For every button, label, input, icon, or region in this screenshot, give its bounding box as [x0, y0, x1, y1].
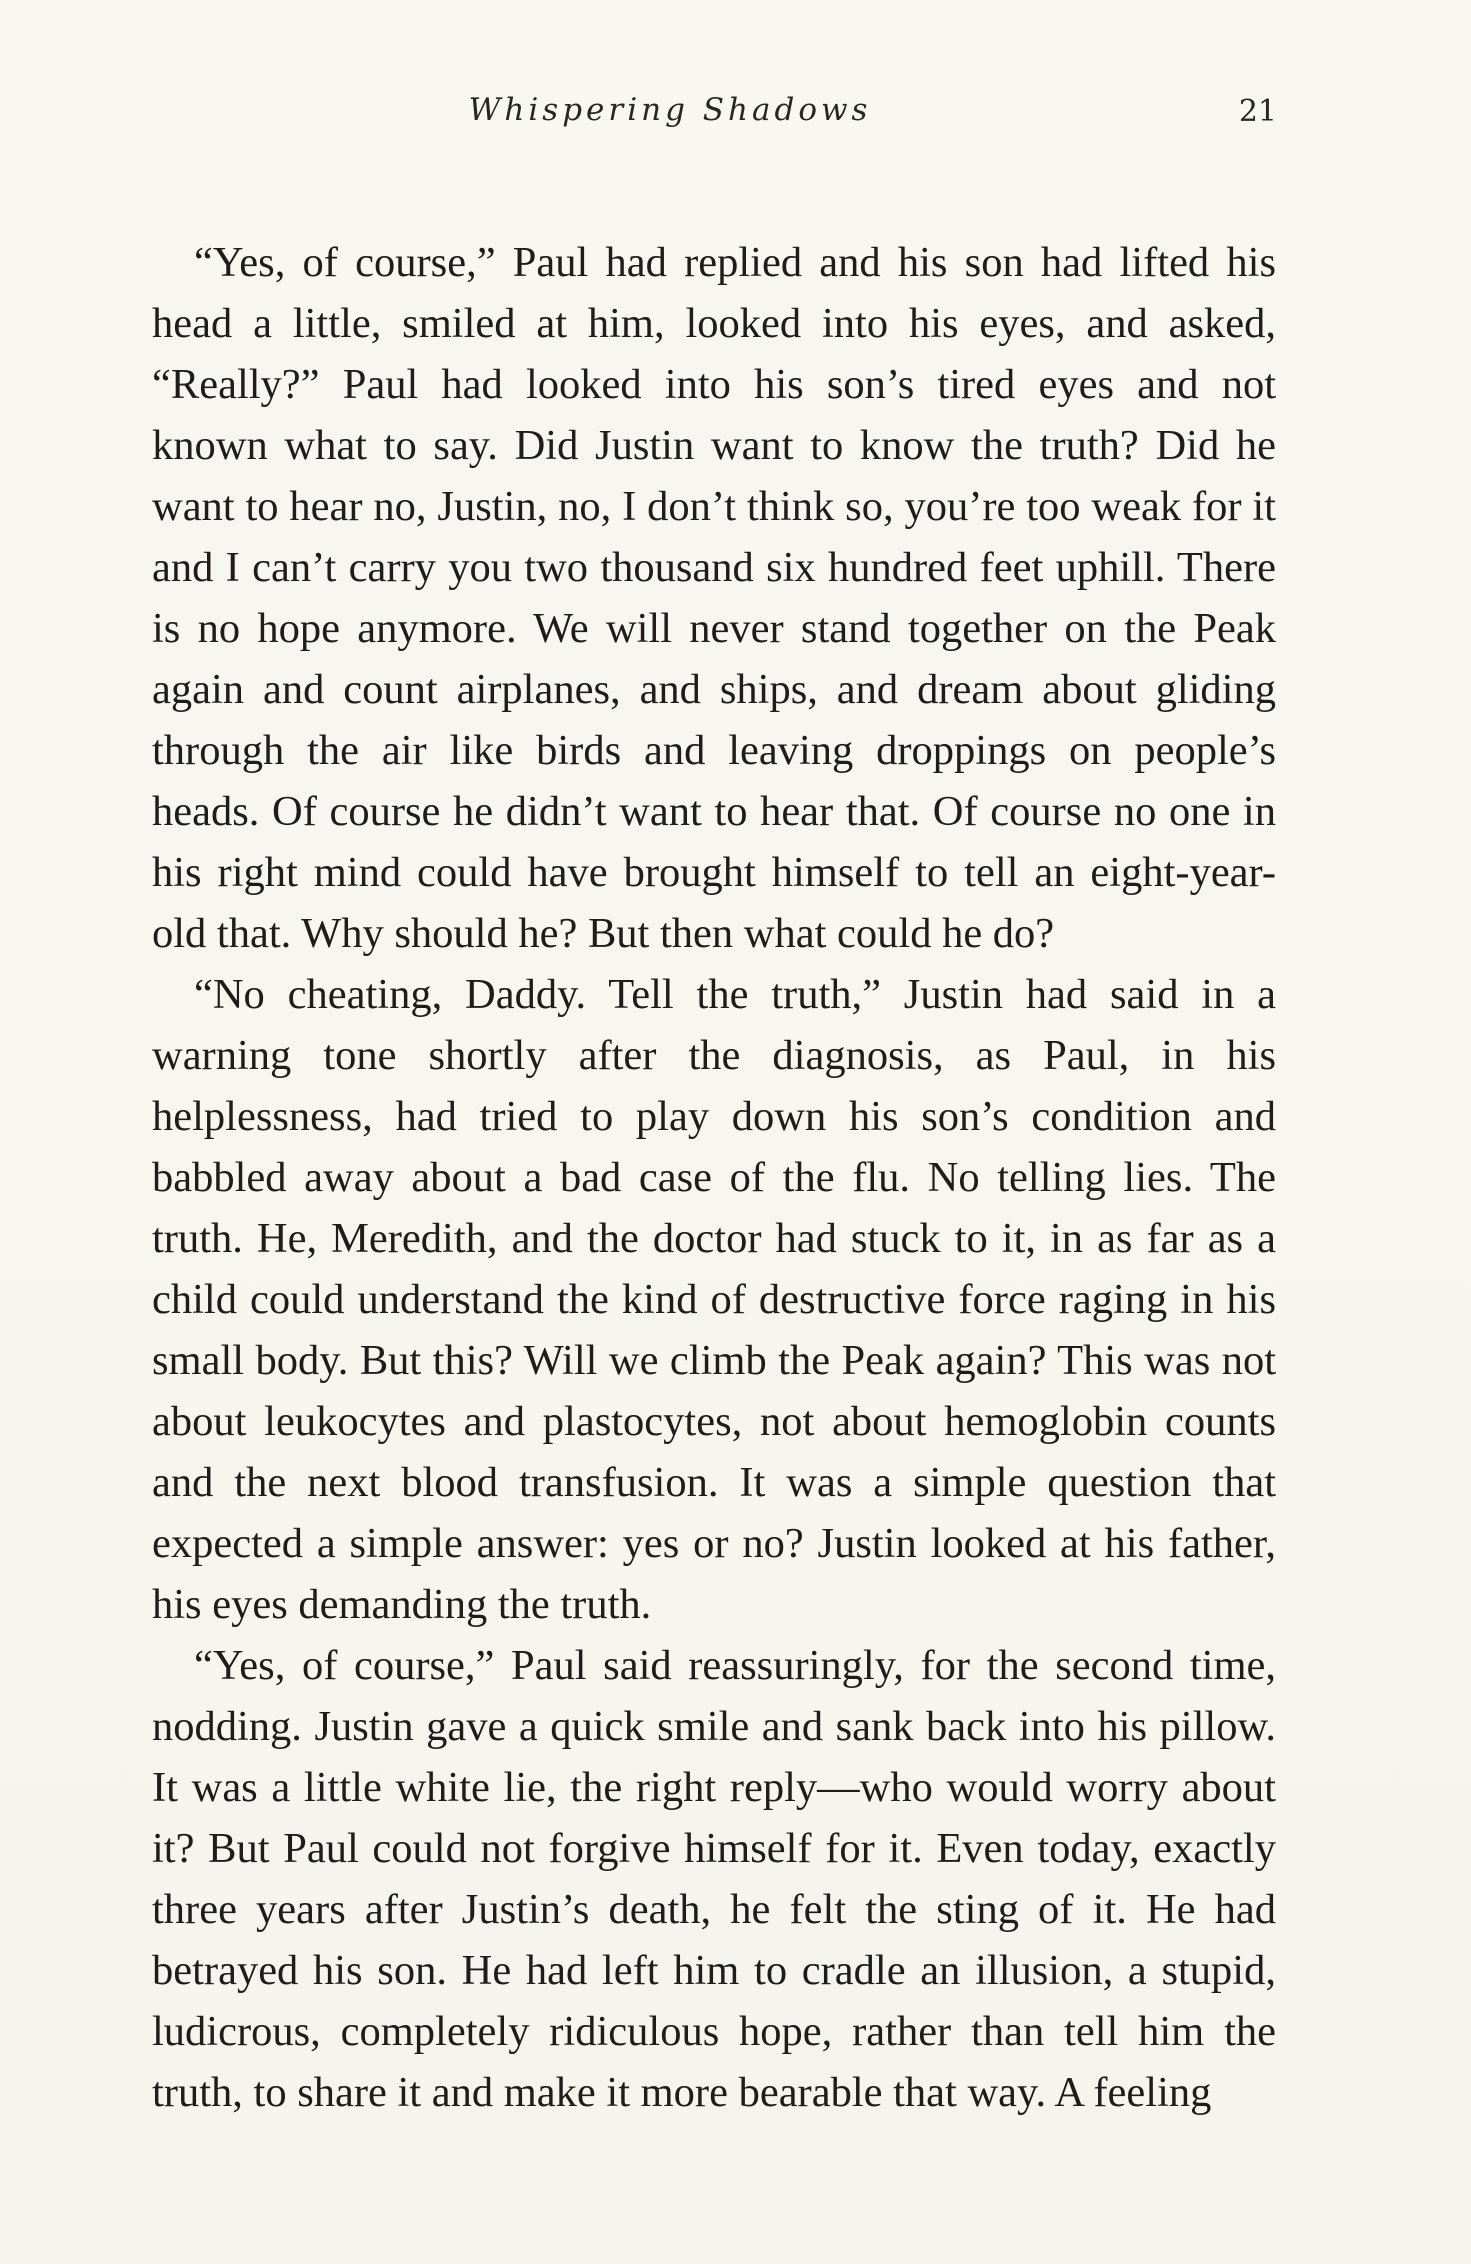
body-text [152, 232, 1276, 2123]
page-number: 21 [1238, 94, 1277, 129]
paragraph-2: “No cheating, Daddy. Tell the truth,” Justin had said in a warning tone shortly after the diagnosis, as Paul, in his helplessness, had tried to play down his son’s condition and babbled away about a bad case of the flu. No telling lies. The truth. He, Meredith, and the doctor had stuck to it, in as far as a child could understand the kind of destructive force raging in his small body. But this? Will we climb the Peak again? This was not about leukocytes and plastocytes, not about hemoglobin counts and the next blood transfusion. It was a simple question that expected a simple answer: yes or no? Justin looked at his father, his eyes demanding the truth. [152, 971, 1276, 1628]
paragraph-1: “Yes, of course,” Paul had replied and his son had lifted his head a little, smiled at him, looked into his eyes, and asked, “Really?” Paul had looked into his son’s tired eyes and not known what to say. Did Justin want to know the truth? Did he want to hear no, Justin, no, I don’t think so, you’re too weak for it and I can’t carry you two thousand six hundred feet uphill. There is no hope anymore. We will never stand together on the Peak again and count airplanes, and ships, and dream about gliding through the air like birds and leaving droppings on people’s heads. Of course he didn’t want to hear that. Of course no one in his right mind could have brought himself to tell an eight-year-old that. Why should he? But then what could he do? [152, 239, 1276, 957]
running-head [150, 92, 1277, 142]
paragraph-3: “Yes, of course,” Paul said reassuringly, for the second time, nodding. Justin gave a quick smile and sank back into his pillow. It was a little white lie, the right reply—who would worry about it? But Paul could not forgive himself for it. Even today, exactly three years after Justin’s death, he felt the sting of it. He had betrayed his son. He had left him to cradle an illusion, a stupid, ludicrous, completely ridiculous hope, rather than tell him the truth, to share it and make it more bearable that way. A feeling [152, 1642, 1276, 2116]
book-title: Whispering Shadows [468, 92, 872, 128]
